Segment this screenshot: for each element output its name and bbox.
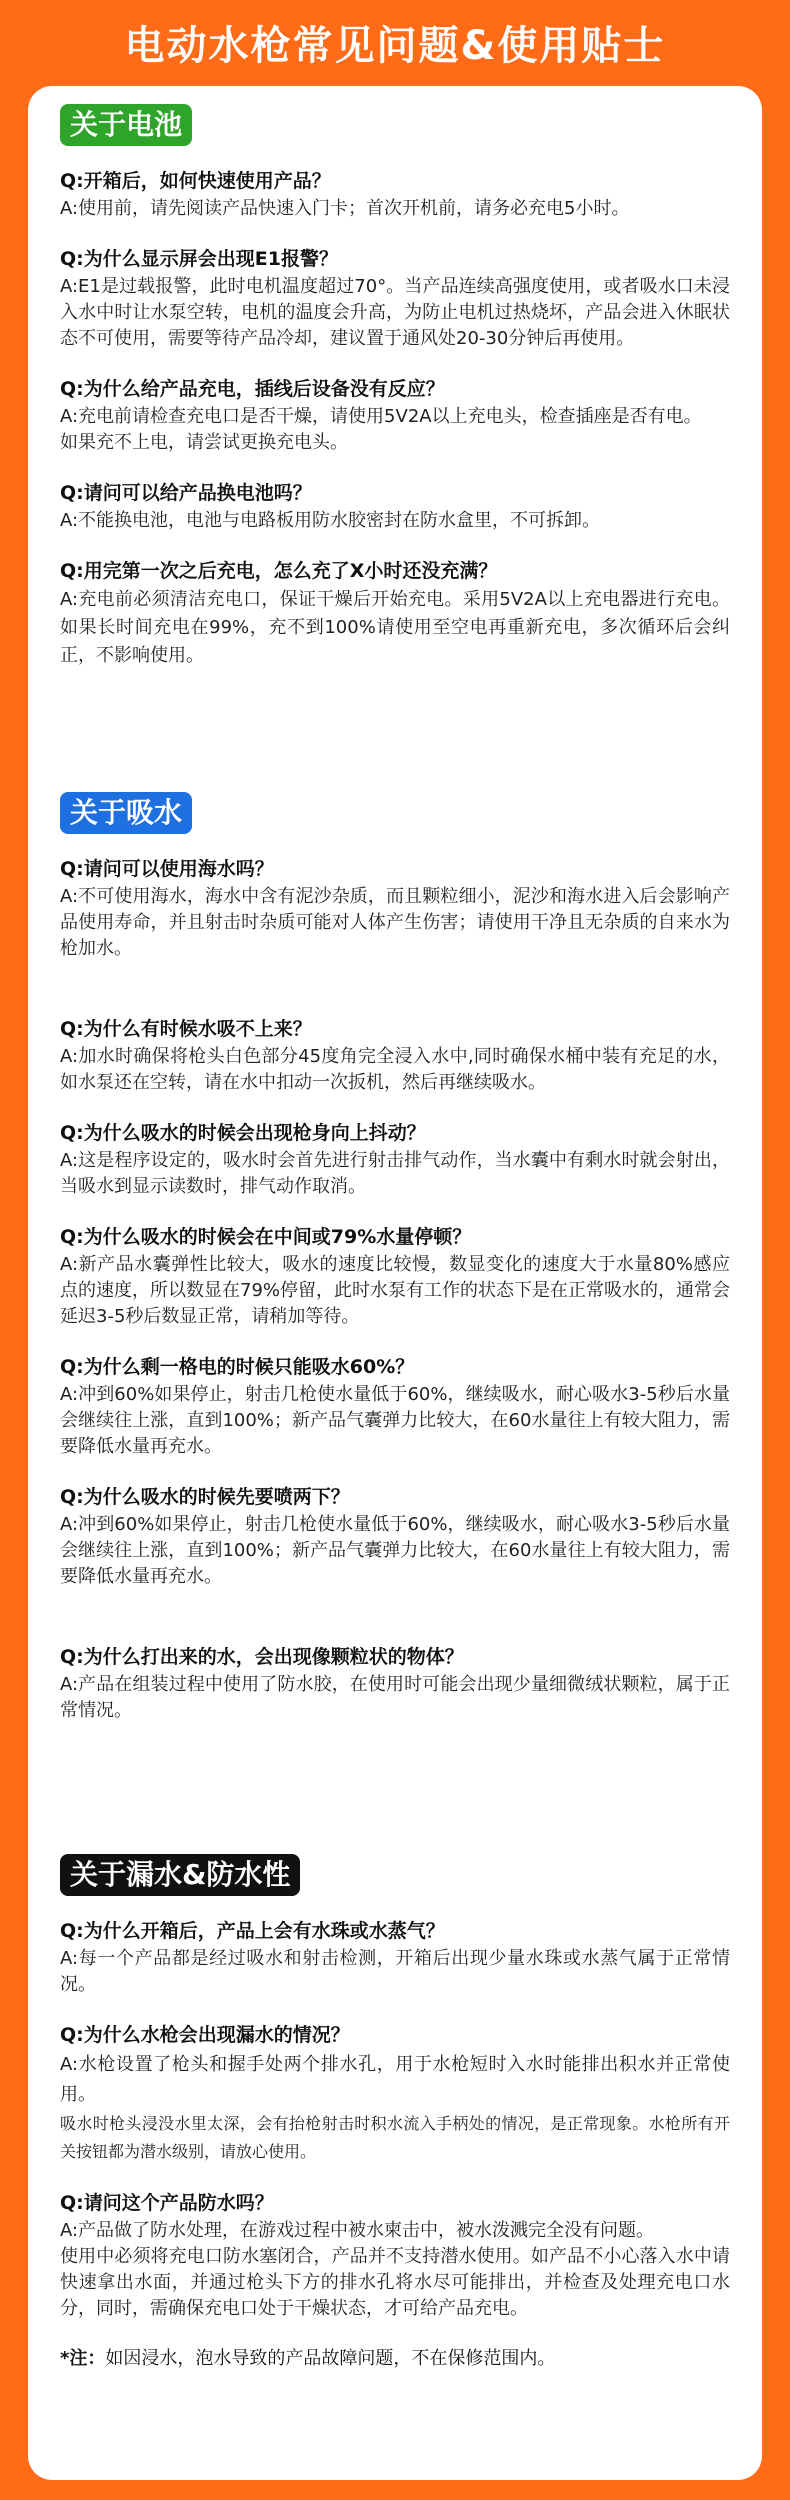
qa-item (60, 2190, 730, 2322)
answer: A:产品做了防水处理，在游戏过程中被水柬击中，被水泼溅完全没有问题。 (60, 2220, 655, 2241)
question: Q:请问可以给产品换电池吗？ (60, 482, 312, 504)
qa-item (60, 168, 730, 222)
qa-item (60, 246, 730, 352)
qa-item (60, 376, 730, 456)
answer: A:每一个产品都是经过吸水和射击检测，开箱后出现少量水珠或水蒸气属于正常情况。 (60, 1948, 730, 1995)
answer: A:充电前请检查充电口是否干燥，请使用5V2A以上充电头，检查插座是否有电。 (60, 406, 702, 427)
section-water-intake (60, 792, 730, 1748)
question: Q:为什么水枪会出现漏水的情况？ (60, 2024, 350, 2046)
answer: A:这是程序设定的，吸水时会首先进行射击排气动作，当水囊中有剩水时就会射出，当吸水到显示读数时，排气动作取消。 (60, 1150, 730, 1197)
qa-item (60, 1016, 730, 1096)
answer: A:充电前必须清洁充电口，保证干燥后开始充电。采用5V2A以上充电器进行充电。如果长时间充电在99%，充不到100%请使用至空电再重新充电，多次循环后会纠正，不影响使用。 (60, 589, 730, 666)
qa-item (60, 856, 730, 962)
answer: A:使用前，请先阅读产品快速入门卡；首次开机前，请务必充电5小时。 (60, 198, 630, 219)
footnote (60, 2346, 730, 2372)
page-title: 电动水枪常见问题&使用贴士 (124, 22, 666, 69)
qa-item (60, 1918, 730, 1998)
answer: A:新产品水囊弹性比较大，吸水的速度比较慢，数显变化的速度大于水量80%感应点的速度，所以数显在79%停留，此时水泵有工作的状态下是在正常吸水的，通常会延迟3-5秒后数显正常，请稍加等待。 (60, 1254, 731, 1327)
question: Q:请问可以使用海水吗？ (60, 858, 274, 880)
answer-note: 吸水时枪头浸没水里太深，会有抬枪射击时积水流入手柄处的情况，是正常现象。水枪所有开关按钮都为潜水级别，请放心使用。 (60, 2114, 730, 2161)
qa-item (60, 558, 730, 670)
question: Q:为什么有时候水吸不上来？ (60, 1018, 312, 1040)
answer: A:产品在组装过程中使用了防水胶，在使用时可能会出现少量细微绒状颗粒，属于正常情况。 (60, 1674, 730, 1721)
question: Q:为什么开箱后，产品上会有水珠或水蒸气？ (60, 1920, 445, 1942)
answer: 如果充不上电，请尝试更换充电头。 (60, 432, 348, 453)
qa-item (60, 1354, 730, 1460)
question: Q:为什么剩一格电的时候只能吸水60%？ (60, 1356, 415, 1378)
qa-item (60, 1224, 730, 1330)
footnote-prefix: *注： (60, 2348, 106, 2369)
section-badge-battery: 关于电池 (60, 104, 192, 146)
footnote-text: 如因浸水，泡水导致的产品故障问题，不在保修范围内。 (105, 2348, 556, 2369)
qa-item (60, 1120, 730, 1200)
answer: A:水枪设置了枪头和握手处两个排水孔，用于水枪短时入水时能排出积水并正常使用。 (60, 2054, 730, 2105)
qa-item (60, 1644, 730, 1724)
answer: A:E1是过载报警，此时电机温度超过70°。当产品连续高强度使用，或者吸水口未浸入水中时让水泵空转，电机的温度会升高，为防止电机过热烧坏，产品会进入休眠状态不可使用，需要等待产品冷却，建议置于通风处20-30分钟后再使用。 (60, 276, 730, 349)
qa-item (60, 1484, 730, 1590)
question: Q:为什么吸水的时候会在中间或79%水量停顿？ (60, 1226, 472, 1248)
question: Q:为什么显示屏会出现E1报警？ (60, 248, 338, 270)
question: Q:为什么吸水的时候先要喷两下？ (60, 1486, 350, 1508)
question: Q:开箱后，如何快速使用产品？ (60, 170, 331, 192)
answer: A:加水时确保将枪头白色部分45度角完全浸入水中,同时确保水桶中装有充足的水，如水泵还在空转，请在水中扣动一次扳机，然后再继续吸水。 (60, 1046, 730, 1093)
question: Q:为什么给产品充电，插线后设备没有反应？ (60, 378, 445, 400)
answer: A:不能换电池，电池与电路板用防水胶密封在防水盒里，不可拆卸。 (60, 510, 601, 531)
section-waterproof (60, 1854, 730, 2372)
question: Q:用完第一次之后充电，怎么充了X小时还没充满？ (60, 560, 498, 582)
faq-card (28, 86, 762, 2480)
answer: A:冲到60%如果停止，射击几枪使水量低于60%，继续吸水，耐心吸水3-5秒后水量会继续往上涨，直到100%；新产品气囊弹力比较大，在60水量往上有较大阻力，需要降低水量再充水。 (60, 1514, 730, 1587)
qa-item (60, 480, 730, 534)
answer: A:不可使用海水，海水中含有泥沙杂质，而且颗粒细小，泥沙和海水进入后会影响产品使用寿命，并且射击时杂质可能对人体产生伤害；请使用干净且无杂质的自来水为枪加水。 (60, 886, 730, 959)
section-badge-water-intake: 关于吸水 (60, 792, 192, 834)
answer: A:冲到60%如果停止，射击几枪使水量低于60%，继续吸水，耐心吸水3-5秒后水量会继续往上涨，直到100%；新产品气囊弹力比较大，在60水量往上有较大阻力，需要降低水量再充水。 (60, 1384, 730, 1457)
question: Q:为什么吸水的时候会出现枪身向上抖动？ (60, 1122, 426, 1144)
qa-item (60, 2022, 730, 2166)
answer: 使用中必须将充电口防水塞闭合，产品并不支持潜水使用。如产品不小心落入水中请快速拿出水面，并通过枪头下方的排水孔将水尽可能排出，并检查及处理充电口水分，同时，需确保充电口处于干燥状态，才可给产品充电。 (60, 2246, 730, 2319)
section-battery (60, 104, 730, 694)
question: Q:为什么打出来的水，会出现像颗粒状的物体？ (60, 1646, 464, 1668)
section-badge-waterproof: 关于漏水&防水性 (60, 1854, 300, 1896)
question: Q:请问这个产品防水吗？ (60, 2192, 274, 2214)
